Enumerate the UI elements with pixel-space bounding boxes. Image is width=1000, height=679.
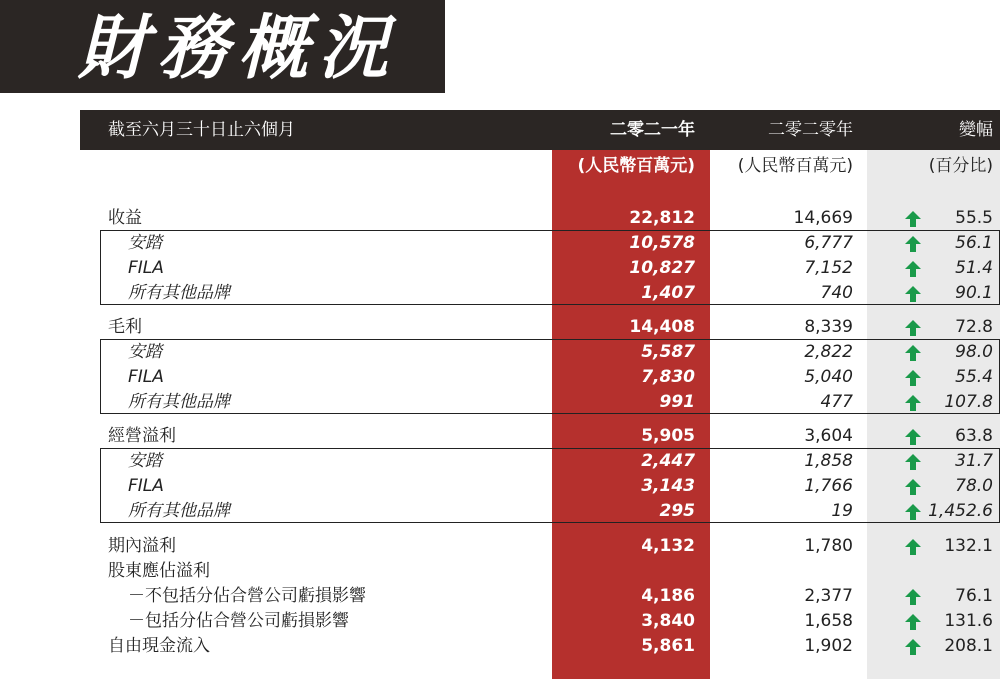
row-label: FILA [128,367,164,387]
change-percent: 72.8 [955,317,993,337]
row-label: 所有其他品牌 [128,392,230,412]
row-label: FILA [128,258,164,278]
change-percent: 90.1 [955,283,993,303]
row-label: 安踏 [128,233,162,253]
page-title: 財務概況 [78,7,398,89]
up-arrow-icon [904,260,922,278]
up-arrow-icon [904,394,922,412]
value-2020: 5,040 [804,367,853,387]
row-label: 股東應佔溢利 [108,561,210,581]
up-arrow-icon [904,319,922,337]
up-arrow-icon [904,613,922,631]
value-2020: 7,152 [804,258,853,278]
value-2020: 2,377 [804,586,853,606]
value-2020: 14,669 [793,208,853,228]
value-2021: 991 [659,392,695,412]
unit-label-2020: (人民幣百萬元) [737,156,853,176]
up-arrow-icon [904,503,922,521]
change-percent: 98.0 [955,342,993,362]
value-2020: 1,780 [804,536,853,556]
up-arrow-icon [904,638,922,656]
change-percent: 1,452.6 [928,501,993,521]
value-2021: 7,830 [641,367,695,387]
column-header-2021: 二零二一年 [610,120,695,140]
row-label: 所有其他品牌 [128,501,230,521]
value-2021: 5,861 [641,636,695,656]
up-arrow-icon [904,428,922,446]
value-2021: 3,840 [641,611,695,631]
value-2021: 4,186 [641,586,695,606]
row-label: 經營溢利 [108,426,176,446]
change-percent: 76.1 [955,586,993,606]
value-2021: 5,587 [641,342,695,362]
up-arrow-icon [904,210,922,228]
value-2020: 1,766 [804,476,853,496]
gross-profit-breakdown-box [100,339,1000,414]
change-percent: 208.1 [944,636,993,656]
value-2020: 1,658 [804,611,853,631]
value-2021: 1,407 [641,283,695,303]
value-2021: 5,905 [641,426,695,446]
up-arrow-icon [904,369,922,387]
row-label: FILA [128,476,164,496]
value-2020: 8,339 [804,317,853,337]
row-label: 期內溢利 [108,536,176,556]
change-percent: 55.4 [955,367,993,387]
value-2021: 3,143 [641,476,695,496]
row-label: 安踏 [128,451,162,471]
value-2020: 19 [831,501,853,521]
value-2021: 295 [659,501,695,521]
up-arrow-icon [904,235,922,253]
change-percent: 56.1 [955,233,993,253]
change-percent: 132.1 [944,536,993,556]
change-percent: 131.6 [944,611,993,631]
change-percent: 78.0 [955,476,993,496]
row-label: 自由現金流入 [108,636,210,656]
value-2020: 6,777 [804,233,853,253]
value-2021: 22,812 [629,208,695,228]
change-percent: 63.8 [955,426,993,446]
value-2020: 2,822 [804,342,853,362]
unit-label-change: (百分比) [928,156,993,176]
row-label: 所有其他品牌 [128,283,230,303]
column-header-change: 變幅 [959,120,993,140]
period-label: 截至六月三十日止六個月 [108,120,295,140]
up-arrow-icon [904,588,922,606]
revenue-breakdown-box [100,230,1000,305]
value-2021: 4,132 [641,536,695,556]
row-label: 毛利 [108,317,142,337]
change-percent: 51.4 [955,258,993,278]
value-2020: 1,902 [804,636,853,656]
value-2021: 2,447 [641,451,695,471]
unit-label-2021: (人民幣百萬元) [577,156,695,176]
up-arrow-icon [904,344,922,362]
row-label: －包括分佔合營公司虧損影響 [128,611,349,631]
up-arrow-icon [904,538,922,556]
up-arrow-icon [904,478,922,496]
change-percent: 55.5 [955,208,993,228]
value-2020: 3,604 [804,426,853,446]
change-percent: 31.7 [955,451,993,471]
value-2021: 10,827 [629,258,695,278]
value-2020: 1,858 [804,451,853,471]
column-header-2020: 二零二零年 [768,120,853,140]
value-2020: 740 [820,283,853,303]
value-2021: 14,408 [629,317,695,337]
value-2020: 477 [820,392,853,412]
row-label: 安踏 [128,342,162,362]
change-percent: 107.8 [944,392,993,412]
row-label: －不包括分佔合營公司虧損影響 [128,586,366,606]
operating-profit-breakdown-box [100,448,1000,523]
up-arrow-icon [904,285,922,303]
up-arrow-icon [904,453,922,471]
row-label: 收益 [108,208,142,228]
value-2021: 10,578 [629,233,695,253]
